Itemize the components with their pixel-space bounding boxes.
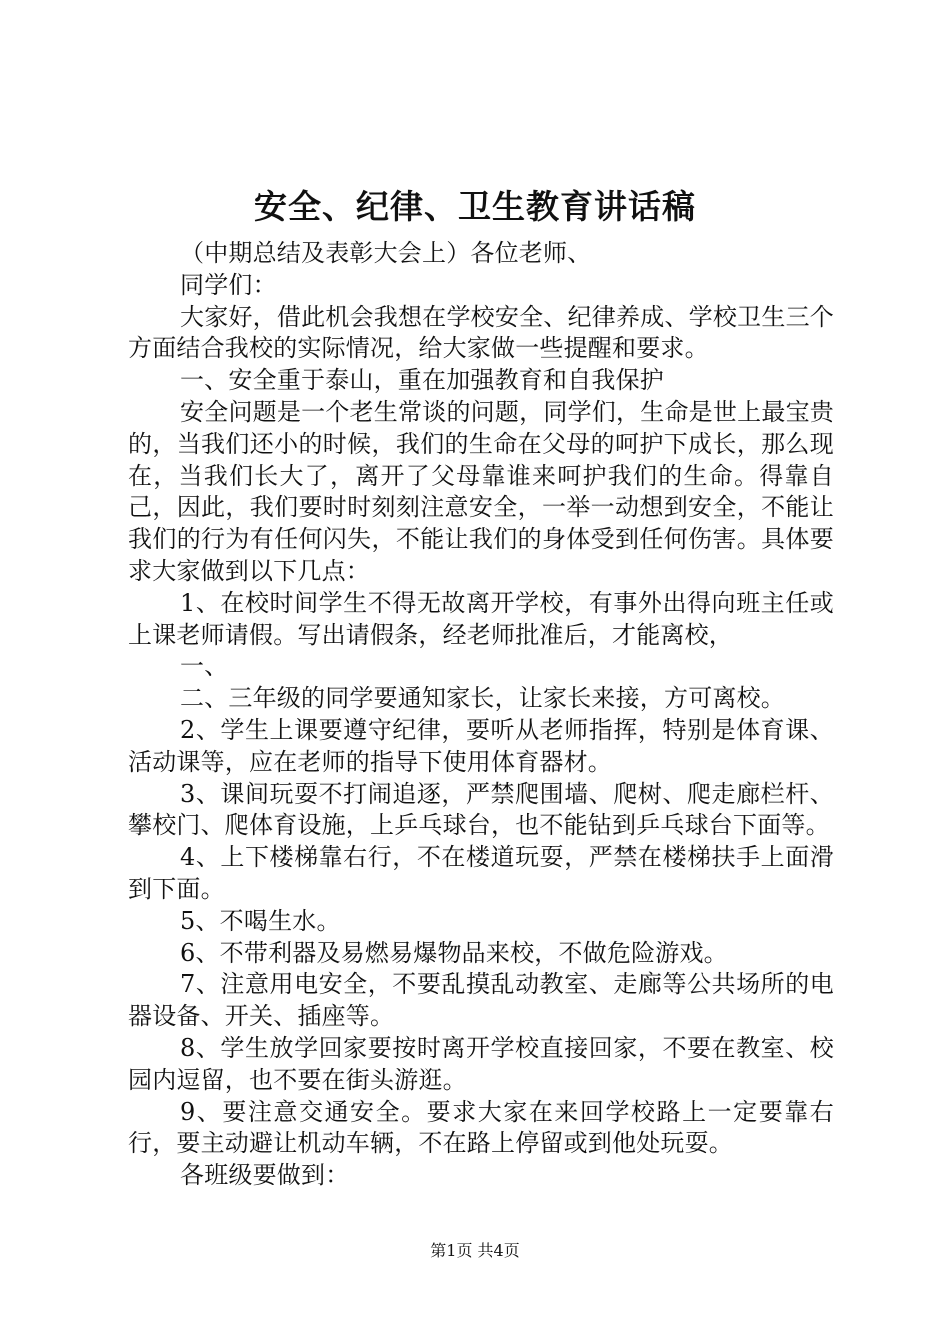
paragraph: 同学们：	[180, 270, 277, 299]
paragraph: 一、	[180, 652, 229, 681]
document-body	[128, 238, 834, 1192]
list-item: 9、要注意交通安全。要求大家在来回学校路上一定要靠右行，要主动避让机动车辆，不在路上停留或到他处玩耍。	[128, 1097, 834, 1158]
paragraph: 各班级要做到：	[180, 1161, 350, 1190]
paragraph: 大家好，借此机会我想在学校安全、纪律养成、学校卫生三个方面结合我校的实际情况，给大家做一些提醒和要求。	[128, 302, 834, 363]
list-item: 3、课间玩耍不打闹追逐，严禁爬围墙、爬树、爬走廊栏杆、攀校门、爬体育设施，上乒乓球台，也不能钻到乒乓球台下面等。	[128, 779, 834, 840]
list-item: 5、不喝生水。	[180, 906, 341, 935]
list-item: 8、学生放学回家要按时离开学校直接回家，不要在教室、校园内逗留，也不要在街头游逛。	[128, 1033, 834, 1094]
paragraph: 二、三年级的同学要通知家长，让家长来接，方可离校。	[180, 684, 785, 713]
list-item: 6、不带利器及易燃易爆物品来校，不做危险游戏。	[180, 938, 728, 967]
paragraph: （中期总结及表彰大会上）各位老师、	[180, 239, 592, 267]
section-heading: 一、安全重于泰山，重在加强教育和自我保护	[180, 366, 664, 395]
paragraph: 安全问题是一个老生常谈的问题，同学们，生命是世上最宝贵的，当我们还小的时候，我们的生命在父母的呵护下成长，那么现在，当我们长大了，离开了父母靠谁来呵护我们的生命。得靠自己，因此，我们要时时刻刻注意安全，一举一动想到安全，不能让我们的行为有任何闪失，不能让我们的身体受到任何伤害。具体要求大家做到以下几点：	[128, 397, 834, 585]
list-item: 7、注意用电安全，不要乱摸乱动教室、走廊等公共场所的电器设备、开关、插座等。	[128, 970, 834, 1031]
list-item: 1、在校时间学生不得无故离开学校，有事外出得向班主任或上课老师请假。写出请假条，经老师批准后，才能离校，	[128, 588, 834, 649]
page-footer: 第1页 共4页	[430, 1241, 520, 1260]
document-title: 安全、纪律、卫生教育讲话稿	[254, 187, 696, 226]
list-item: 4、上下楼梯靠右行，不在楼道玩耍，严禁在楼梯扶手上面滑到下面。	[128, 843, 834, 903]
list-item: 2、学生上课要遵守纪律，要听从老师指挥，特别是体育课、活动课等，应在老师的指导下使用体育器材。	[128, 715, 834, 776]
